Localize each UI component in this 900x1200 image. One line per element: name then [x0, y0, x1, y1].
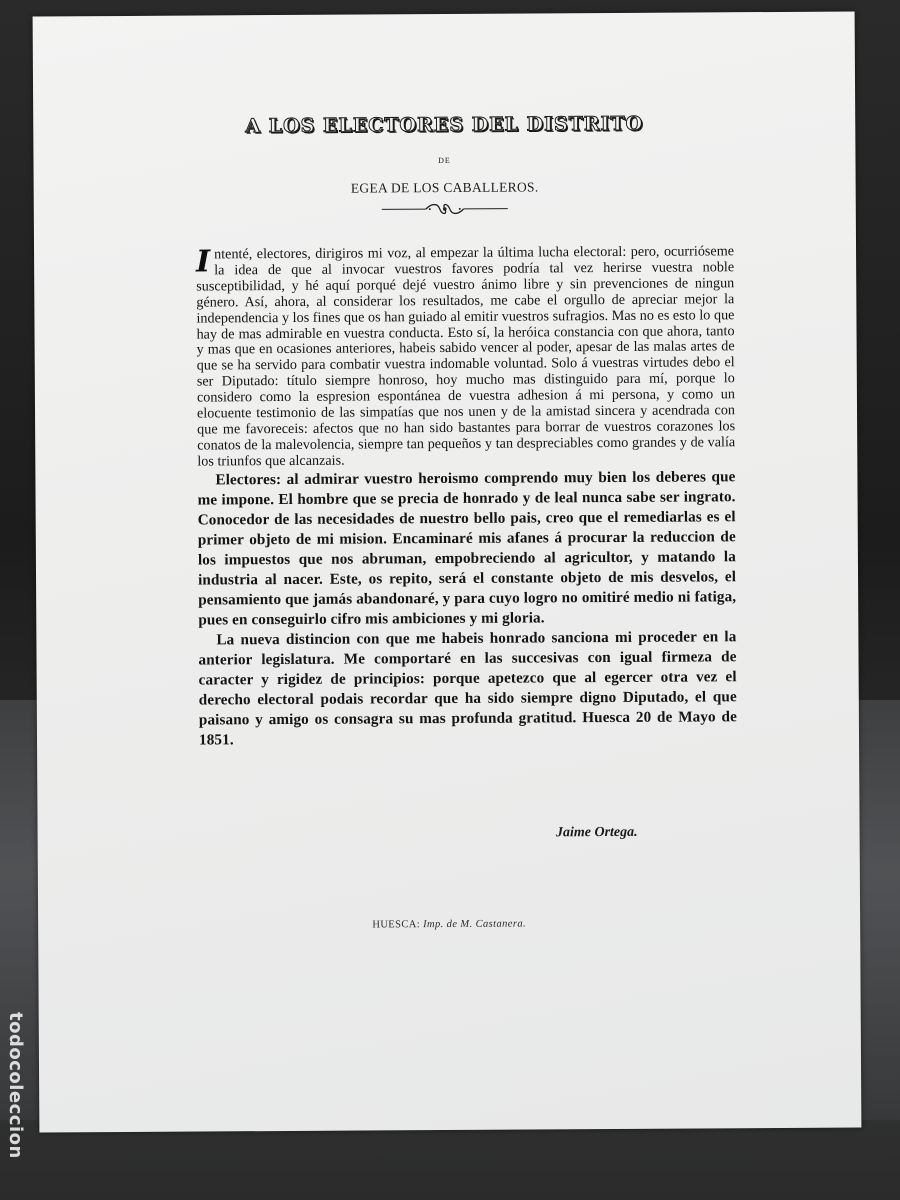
watermark: [4, 1012, 34, 1198]
letter-body: [196, 244, 737, 750]
title-connector: DE: [438, 155, 451, 166]
district-name: EGEA DE LOS CABALLEROS.: [350, 179, 539, 196]
paragraph-1-text: ntenté, electores, dirigiros mi voz, al empezar la última lucha electoral: pero, ocurrióseme la idea de que al invocar vuestros favores podría tal vez herirse vuestra noble susceptibilidad, y hé aquí porqué dejé vuestro ánimo libre y sin prevenciones de ningun género. Así, ahora, al considerar los resultados, me cabe el orgullo de apreciar mejor la independencia y los fines que os han guiado al emitir vuestros sufragios. Mas no es esto lo que hay de mas admirable en vuestra conducta. Esto sí, la heróica constancia con que ahora, tanto y mas que en ocasiones anteriores, habeis sabido vencer al poder, apesar de las malas artes de que se ha servido para combatir vuestra indomable voluntad. Solo á vuestras virtudes debo el ser Diputado: título siempre honroso, hoy mucho mas distinguido para mí, porque lo considero como la espresion espontánea de vuestra adhesion á mi persona, y como un elocuente testimonio de las simpatías que nos unen y de la amistad sincera y acendrada con que me favoreceis: afectos que no han sido bastantes para borrar de vuestros corazones los conatos de la malevolencia, siempre tan pequeños y tan despreciables como grandes y de valía los triunfos que alcanzais.: [196, 243, 736, 470]
document-title: A LOS ELECTORES DEL DISTRITO: [245, 112, 644, 138]
paragraph-3: La nueva distincion con que me habeis honrado sanciona mi proceder en la anterior legislatura. Me comportaré en las succesivas con igual firmeza de caracter y rigidez de principios: porque apetezco que al egercer otra vez el derecho electoral podais recordar que ha sido siempre digno Diputado, el que paisano y amigo os consagra su mas profunda gratitud. Huesca 20 de Mayo de 1851.: [198, 627, 737, 749]
ornament-divider-icon: [380, 202, 510, 217]
paragraph-1: [196, 244, 735, 470]
paragraph-2: Electores: al admirar vuestro heroismo comprendo muy bien los deberes que me impone. El hombre que se precia de honrado y de leal nunca sabe ser ingrato. Conocedor de las necesidades de nuestro bello pais, creo que el remediarlas es el primer objeto de mi mision. Encaminaré mis afanes á procurar la reduccion de los impuestos que nos abruman, empobreciendo al agricultor, y matando la industria al nacer. Este, os repito, será el constante objeto de mis desvelos, el pensamiento que jamás abandonaré, y para cuyo logro no omitiré medio ni fatiga, pues en conseguirlo cifro mis ambiciones y mi gloria.: [197, 467, 737, 629]
drop-cap: I: [195, 244, 211, 280]
document-sheet: [33, 11, 862, 1132]
printer-imprint: [38, 916, 860, 932]
watermark-text: todocoleccion: [5, 1012, 26, 1159]
imprint-place: HUESCA:: [372, 919, 421, 931]
signature: Jaime Ortega.: [555, 824, 638, 841]
imprint-printer: Imp. de M. Castanera.: [423, 918, 527, 931]
